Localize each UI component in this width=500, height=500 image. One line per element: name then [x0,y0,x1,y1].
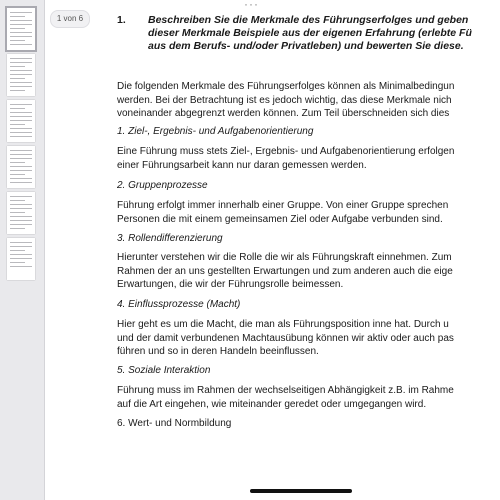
section-heading: 5. Soziale Interaktion [117,365,211,376]
text-line: Führung muss im Rahmen der wechselseitigen Abhängigkeit z.B. im Rahme [117,385,454,396]
section-paragraph [117,199,448,226]
question-number: 1. [117,14,126,26]
section-heading: 4. Einflussprozesse (Macht) [117,299,241,310]
page-thumbnail-4[interactable] [7,146,35,188]
text-line: voneinander abgegrenzt werden können. Zum Teil überschneiden sich dies [117,108,450,119]
text-line: Führung erfolgt immer innerhalb einer Gruppe. Von einer Gruppe sprechen [117,200,449,211]
document-page [117,0,500,500]
section-paragraph [117,318,454,359]
text-line: führen und so in deren Handeln beeinflussen. [117,346,319,357]
question-text [148,14,500,53]
section-heading: 1. Ziel-, Ergebnis- und Aufgabenorientierung [117,126,314,137]
text-line: auf die Art eingehen, wie miteinander geredet oder umgegangen wird. [117,398,427,410]
text-line: Hier geht es um die Macht, die man als Führungsposition inne hat. Durch u [117,319,449,330]
question-line: dieser Merkmale Beispiele aus der eigenen Erfahrung (erlebte Fü [148,27,472,39]
section-paragraph [117,251,453,292]
page-thumbnail-1[interactable] [7,8,35,50]
question-line: Beschreiben Sie die Merkmale des Führungserfolges und geben [148,14,469,26]
text-line: werden. Bei der Betrachtung ist es jedoch wichtig, das diese Merkmale nich [117,94,452,106]
home-indicator[interactable] [250,489,352,493]
thumbnail-sidebar [0,0,45,500]
page-thumbnail-2[interactable] [7,54,35,96]
text-line: Erwartungen, die wir der Führungsrolle beimessen. [117,279,344,290]
text-line: Rahmen der an uns gestellten Erwartungen und zum anderen auch die eige [117,265,453,277]
text-line: und der damit verbundenen Machtausübung können wir aktiv oder auch pas [117,332,454,344]
text-line: Eine Führung muss stets Ziel-, Ergebnis- und Aufgabenorientierung erfolgen [117,146,455,157]
section-heading: 3. Rollendifferenzierung [117,233,223,244]
intro-paragraph [117,80,454,121]
page-thumbnail-5[interactable] [7,192,35,234]
page-thumbnail-6[interactable] [7,238,35,280]
question-line: aus dem Berufs- und/oder Privatleben) und bewerten Sie diese. [148,40,464,52]
text-line: Personen die mit einem gemeinsamen Ziel oder Aufgabe verbunden sind. [117,213,443,225]
text-line: einer Führungsarbeit kann nur daran gemessen werden. [117,159,367,171]
section-heading: 2. Gruppenprozesse [117,180,208,191]
section-paragraph [117,384,454,411]
text-line: Hierunter verstehen wir die Rolle die wir als Führungskraft einnehmen. Zum [117,252,452,263]
page-indicator: 1 von 6 [50,10,90,28]
section-paragraph [117,145,454,172]
ellipsis-icon[interactable]: ··· [244,0,259,11]
section-heading: 6. Wert- und Normbildung [117,418,232,429]
text-line: Die folgenden Merkmale des Führungserfolges können als Minimalbedingun [117,81,455,92]
page-thumbnail-3[interactable] [7,100,35,142]
